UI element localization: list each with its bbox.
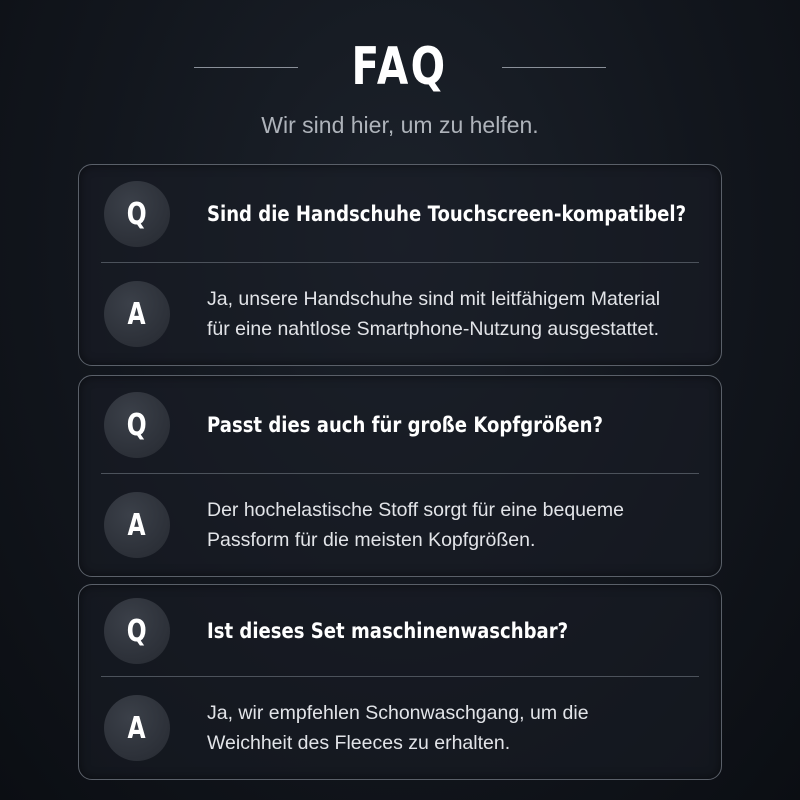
answer-badge-letter: A <box>127 507 147 543</box>
faq-question-row <box>79 585 721 677</box>
faq-answer-line: Ja, wir empfehlen Schonwaschgang, um die <box>207 702 589 724</box>
question-badge <box>104 392 170 458</box>
faq-card-1 <box>78 164 722 366</box>
faq-answer <box>207 284 660 344</box>
question-badge-letter: Q <box>127 407 147 443</box>
faq-card-3 <box>78 584 722 780</box>
question-badge-letter: Q <box>127 613 147 649</box>
faq-answer-row <box>79 263 721 365</box>
faq-question: Sind die Handschuhe Touchscreen-kompatibel? <box>207 202 687 226</box>
faq-question: Ist dieses Set maschinenwaschbar? <box>207 619 569 643</box>
faq-answer-row <box>79 474 721 576</box>
faq-answer-row <box>79 677 721 779</box>
faq-answer <box>207 495 624 555</box>
faq-answer <box>207 698 589 758</box>
faq-question-row <box>79 376 721 474</box>
answer-badge <box>104 281 170 347</box>
answer-badge <box>104 492 170 558</box>
answer-badge-letter: A <box>127 710 147 746</box>
faq-answer-line: Weichheit des Fleeces zu erhalten. <box>207 732 511 754</box>
faq-answer-line: für eine nahtlose Smartphone-Nutzung ausgestattet. <box>207 318 660 340</box>
question-badge <box>104 598 170 664</box>
answer-badge-letter: A <box>127 296 147 332</box>
header-left-rule <box>194 67 298 68</box>
question-badge-letter: Q <box>127 196 147 232</box>
header-right-rule <box>502 67 606 68</box>
page-title: FAQ <box>352 37 448 97</box>
faq-question-row <box>79 165 721 263</box>
faq-answer-line: Passform für die meisten Kopfgrößen. <box>207 529 536 551</box>
faq-answer-line: Der hochelastische Stoff sorgt für eine bequeme <box>207 499 624 521</box>
page-subtitle: Wir sind hier, um zu helfen. <box>261 112 539 138</box>
question-badge <box>104 181 170 247</box>
faq-question: Passt dies auch für große Kopfgrößen? <box>207 413 604 437</box>
faq-card-2 <box>78 375 722 577</box>
faq-header <box>0 34 800 100</box>
faq-answer-line: Ja, unsere Handschuhe sind mit leitfähigem Material <box>207 288 661 310</box>
answer-badge <box>104 695 170 761</box>
